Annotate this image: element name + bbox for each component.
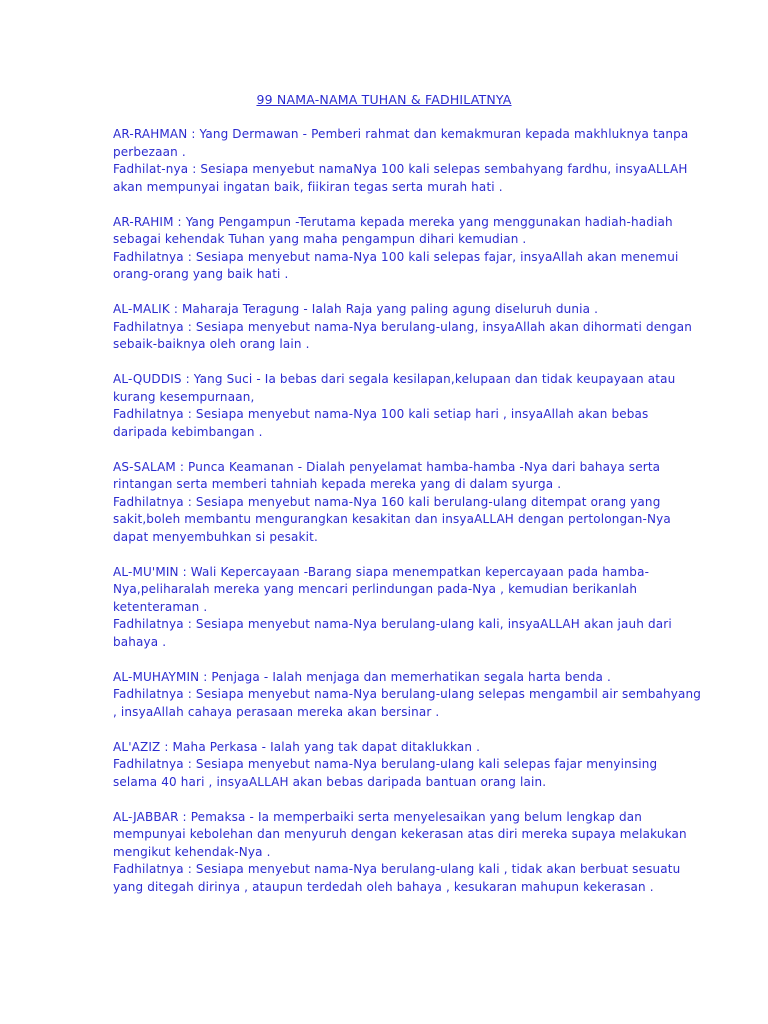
entry-line: sebagai kehendak Tuhan yang maha pengampun dihari kemudian .	[113, 232, 527, 246]
entry-line: dapat menyembuhkan si pesakit.	[113, 529, 318, 544]
entry-as-salam	[113, 459, 671, 547]
entry-ar-rahim	[113, 214, 679, 284]
entry-al-jabbar	[113, 809, 687, 897]
entry-line: Fadhilat-nya : Sesiapa menyebut namaNya 100 kali selepas sembahyang fardhu, insyaALLAH	[113, 162, 688, 176]
entry-line: rintangan serta memberi tahniah kepada mereka yang di dalam syurga .	[113, 477, 562, 491]
entry-line: AR-RAHIM : Yang Pengampun -Terutama kepada mereka yang menggunakan hadiah-hadiah	[113, 214, 673, 229]
entry-line: AL'AZIZ : Maha Perkasa - Ialah yang tak dapat ditaklukkan .	[113, 739, 481, 754]
entry-ar-rahman	[113, 126, 689, 196]
entry-line: bahaya .	[113, 634, 167, 649]
entry-al-muhaymin	[113, 669, 702, 722]
entry-line: Fadhilatnya : Sesiapa menyebut nama-Nya berulang-ulang, insyaAllah akan dihormati dengan	[113, 319, 693, 334]
entry-line: , insyaAllah cahaya perasaan mereka akan bersinar .	[113, 704, 440, 719]
entry-line: AL-MALIK : Maharaja Teragung - Ialah Raja yang paling agung diseluruh dunia .	[113, 302, 599, 316]
entry-line: Fadhilatnya : Sesiapa menyebut nama-Nya 100 kali setiap hari , insyaAllah akan bebas	[113, 407, 649, 421]
entry-line: sakit,boleh membantu mengurangkan kesakitan dan insyaALLAH dengan pertolongan-Nya	[113, 512, 671, 526]
entries-list	[113, 126, 702, 914]
entry-line: Fadhilatnya : Sesiapa menyebut nama-Nya berulang-ulang selepas mengambil air sembahyang	[113, 687, 702, 701]
entry-line: Fadhilatnya : Sesiapa menyebut nama-Nya berulang-ulang kali selepas fajar menyinsing	[113, 757, 658, 771]
entry-line: akan mempunyai ingatan baik, fiikiran tegas serta murah hati .	[113, 179, 503, 194]
entry-line: Nya,peliharalah mereka yang mencari perlindungan pada-Nya , kemudian berikanlah	[113, 582, 638, 596]
entry-line: mempunyai kebolehan dan menyuruh dengan kekerasan atas diri mereka supaya melakukan	[113, 827, 687, 841]
entry-line: Fadhilatnya : Sesiapa menyebut nama-Nya berulang-ulang kali , tidak akan berbuat sesuatu	[113, 862, 681, 876]
entry-line: perbezaan .	[113, 144, 186, 159]
entry-line: AR-RAHMAN : Yang Dermawan - Pemberi rahmat dan kemakmuran kepada makhluknya tanpa	[113, 127, 689, 141]
entry-line: selama 40 hari , insyaALLAH akan bebas daripada bantuan orang lain.	[113, 774, 547, 789]
entry-line: yang ditegah dirinya , ataupun terdedah oleh bahaya , kesukaran mahupun kekerasan .	[113, 879, 654, 894]
entry-line: AL-QUDDIS : Yang Suci - Ia bebas dari segala kesilapan,kelupaan dan tidak keupayaan atau	[113, 372, 676, 386]
document-title: 99 NAMA-NAMA TUHAN & FADHILATNYA	[256, 92, 512, 107]
entry-line: Fadhilatnya : Sesiapa menyebut nama-Nya berulang-ulang kali, insyaALLAH akan jauh dari	[113, 617, 672, 631]
entry-line: Fadhilatnya : Sesiapa menyebut nama-Nya 100 kali selepas fajar, insyaAllah akan menemui	[113, 249, 679, 264]
entry-line: AS-SALAM : Punca Keamanan - Dialah penyelamat hamba-hamba -Nya dari bahaya serta	[113, 459, 661, 474]
entry-line: ketenteraman .	[113, 599, 208, 614]
entry-al-quddis	[113, 371, 676, 441]
entry-al-mumin	[113, 564, 672, 652]
entry-line: orang-orang yang baik hati .	[113, 267, 289, 281]
entry-line: daripada kebimbangan .	[113, 424, 263, 439]
entry-line: AL-MUHAYMIN : Penjaga - Ialah menjaga dan memerhatikan segala harta benda .	[113, 669, 611, 684]
entry-al-malik	[113, 301, 693, 354]
entry-line: sebaik-baiknya oleh orang lain .	[113, 337, 310, 351]
entry-line: AL-JABBAR : Pemaksa - Ia memperbaiki serta menyelesaikan yang belum lengkap dan	[113, 809, 643, 824]
entry-line: mengikut kehendak-Nya .	[113, 844, 271, 859]
entry-line: AL-MU'MIN : Wali Kepercayaan -Barang siapa menempatkan kepercayaan pada hamba-	[113, 564, 650, 579]
entry-line: kurang kesempurnaan,	[113, 389, 255, 404]
entry-al-aziz	[113, 739, 661, 792]
entry-line: Fadhilatnya : Sesiapa menyebut nama-Nya 160 kali berulang-ulang ditempat orang yang	[113, 494, 661, 509]
